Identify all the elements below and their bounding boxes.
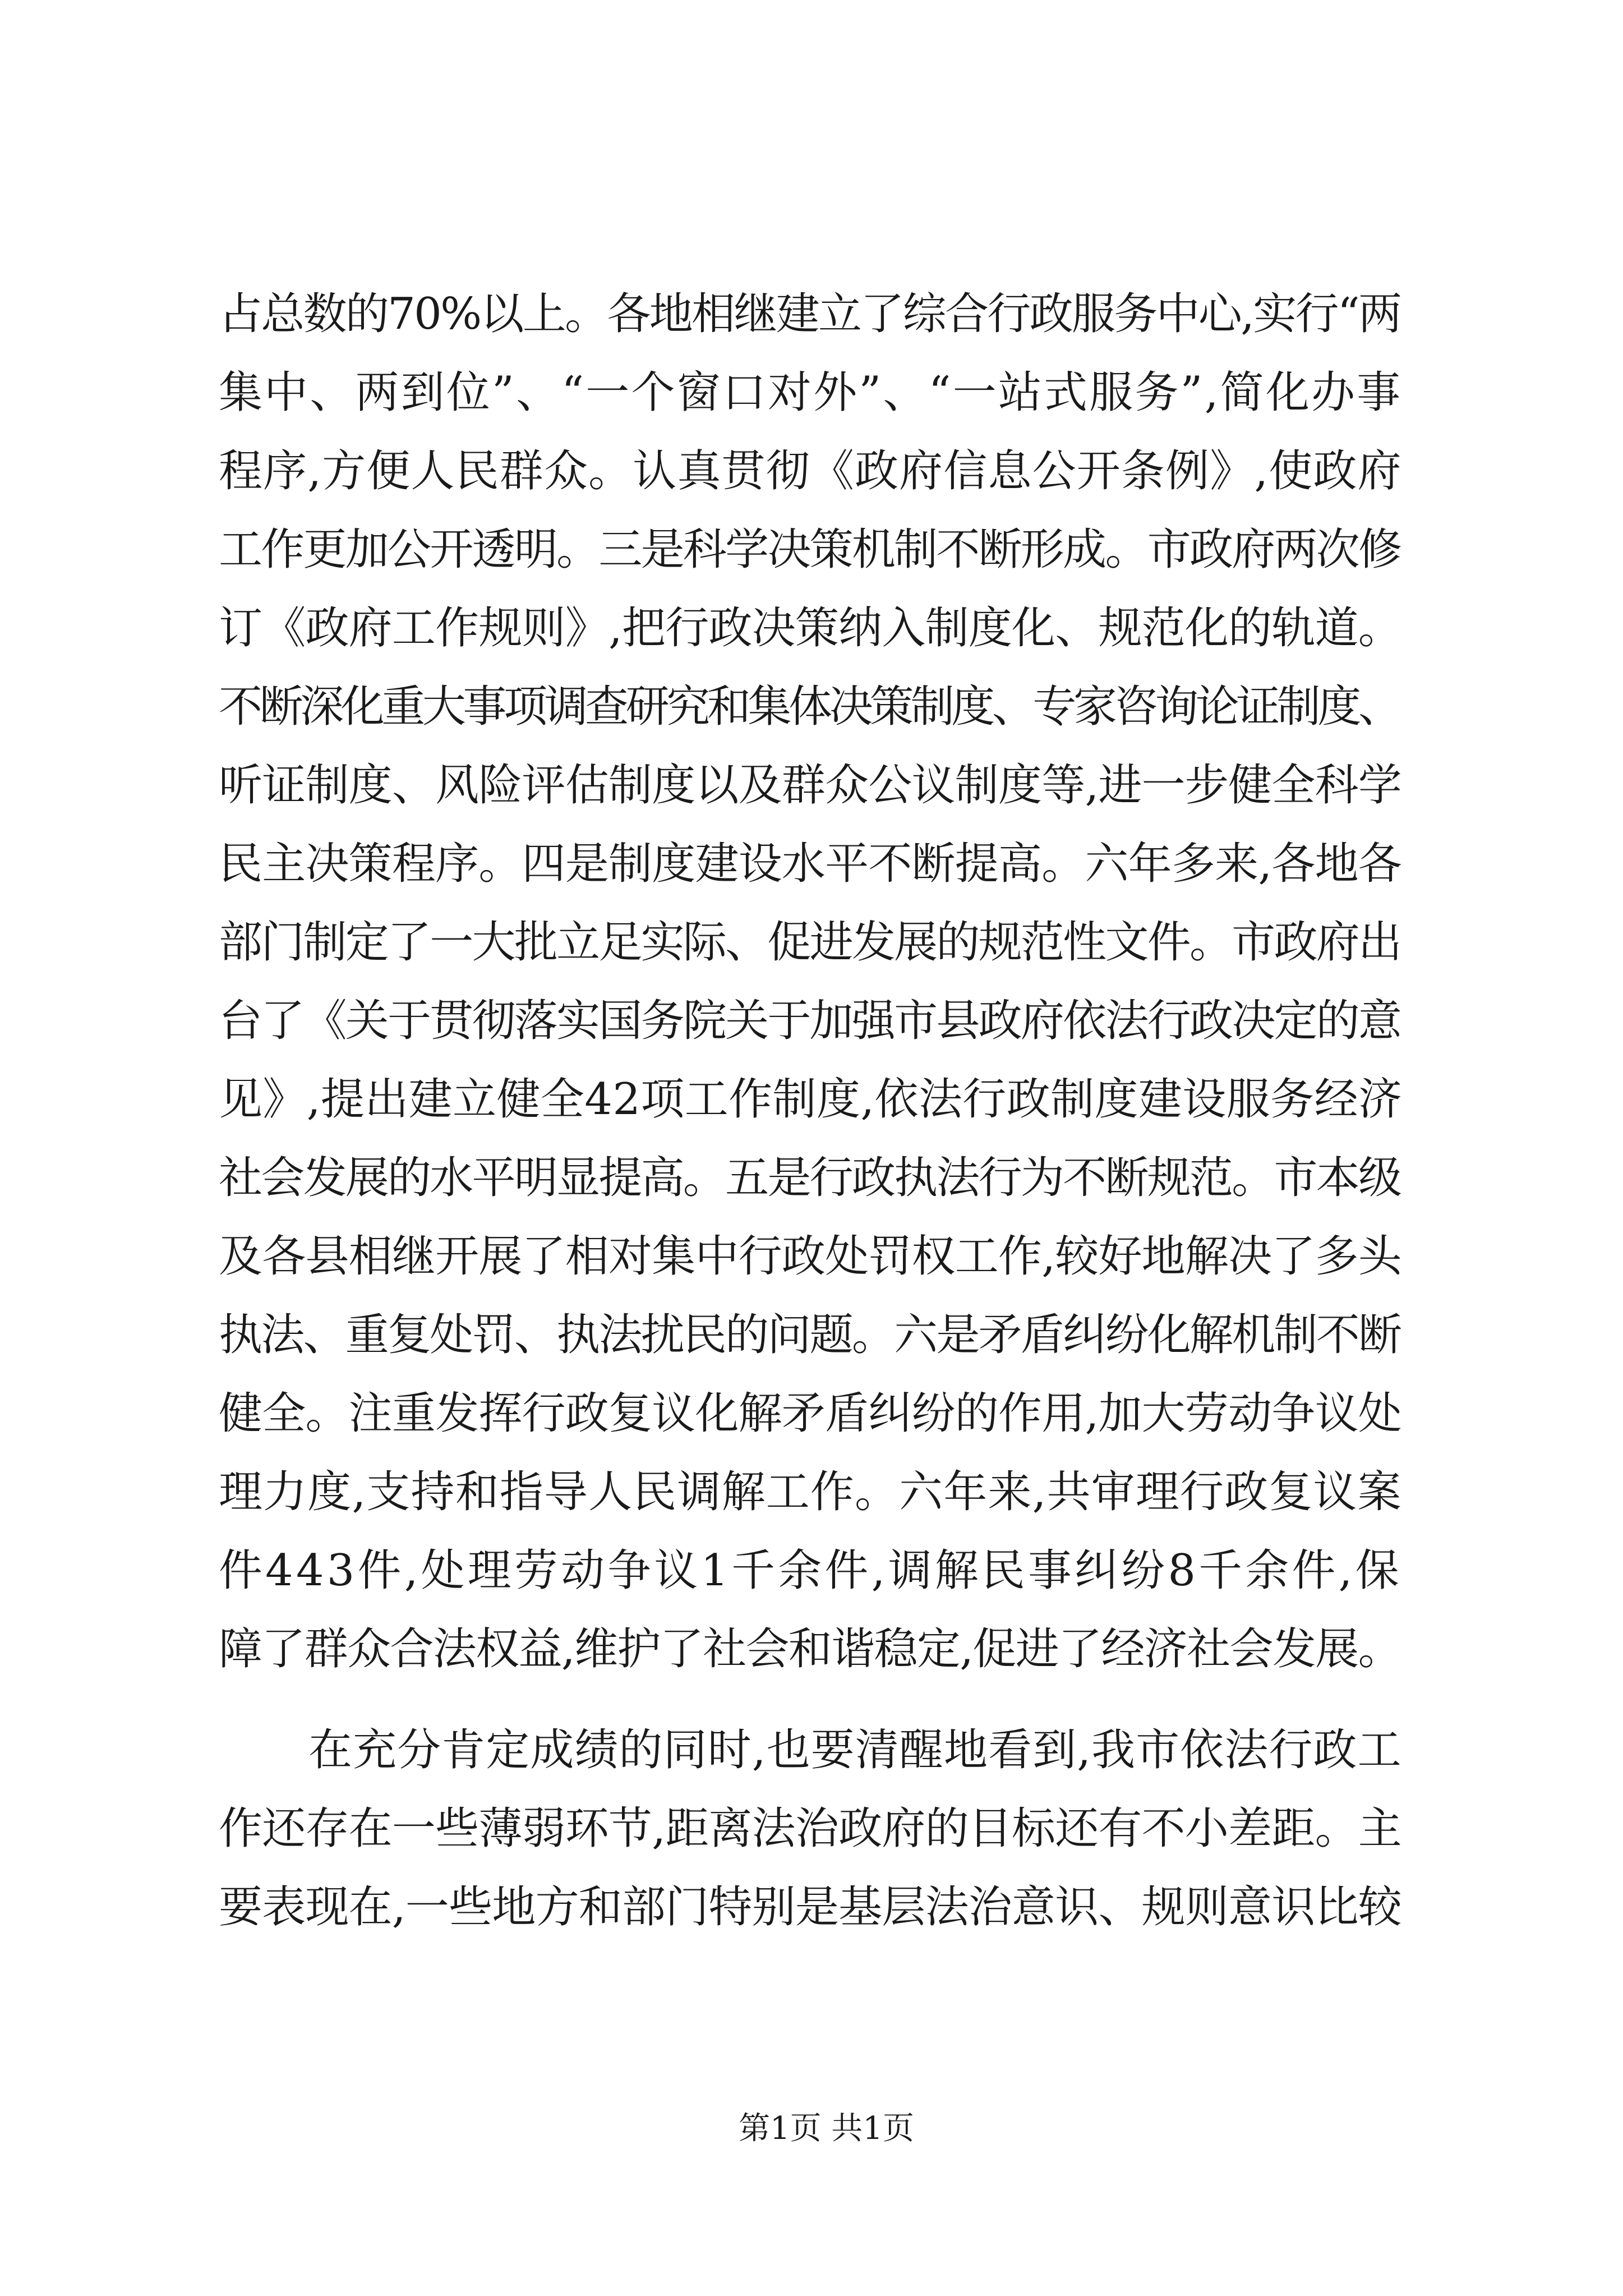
line-text: 作还存在一些薄弱环节,距离法治政府的目标还有不小差距。主	[219, 1803, 1402, 1854]
text-line	[0, 516, 1623, 583]
text-line	[0, 280, 1623, 348]
text-line	[0, 1066, 1623, 1133]
paragraph-first-line	[0, 1717, 1623, 1784]
text-line	[0, 1301, 1623, 1369]
text-line	[0, 1537, 1623, 1604]
text-line	[0, 1616, 1623, 1683]
line-text: 程序,方便人民群众。认真贯彻《政府信息公开条例》,使政府	[219, 446, 1402, 496]
line-text: 工作更加公开透明。三是科学决策机制不断形成。市政府两次修	[219, 524, 1401, 575]
line-text: 障了群众合法权益,维护了社会和谐稳定,促进了经济社会发展。	[219, 1624, 1401, 1674]
line-text: 订《政府工作规则》,把行政决策纳入制度化、规范化的轨道。	[219, 603, 1402, 654]
line-text: 件443件,处理劳动争议1千余件,调解民事纠纷8千余件,保	[219, 1545, 1402, 1596]
line-text: 社会发展的水平明显提高。五是行政执法行为不断规范。市本级	[219, 1153, 1401, 1203]
line-text: 及各县相继开展了相对集中行政处罚权工作,较好地解决了多头	[219, 1231, 1402, 1282]
text-line	[0, 595, 1623, 662]
text-line	[0, 1458, 1623, 1526]
text-line	[0, 438, 1623, 505]
line-text: 民主决策程序。四是制度建设水平不断提高。六年多来,各地各	[219, 839, 1402, 889]
line-text: 部门制定了一大批立足实际、促进发展的规范性文件。市政府出	[219, 917, 1401, 968]
text-line	[0, 830, 1623, 898]
line-text: 不断深化重大事项调查研究和集体决策制度、专家咨询论证制度、	[219, 682, 1399, 732]
page-footer	[0, 2101, 1623, 2157]
text-line	[0, 752, 1623, 819]
text-line	[0, 1874, 1623, 1941]
text-line	[0, 1795, 1623, 1862]
line-text: 执法、重复处罚、执法扰民的问题。六是矛盾纠纷化解机制不断	[219, 1310, 1401, 1360]
line-text: 理力度,支持和指导人民调解工作。六年来,共审理行政复议案	[219, 1467, 1402, 1517]
line-text: 见》,提出建立健全42项工作制度,依法行政制度建设服务经济	[219, 1074, 1403, 1125]
text-line	[0, 359, 1623, 426]
line-text: 听证制度、风险评估制度以及群众公议制度等,进一步健全科学	[219, 760, 1402, 811]
line-text: 在充分肯定成绩的同时,也要清醒地看到,我市依法行政工	[308, 1725, 1402, 1775]
line-text: 健全。注重发挥行政复议化解矛盾纠纷的作用,加大劳动争议处	[219, 1388, 1402, 1439]
text-line	[0, 673, 1623, 740]
line-text: 占总数的70%以上。各地相继建立了综合行政服务中心,实行“两	[219, 289, 1401, 339]
page-number: 第1页 共1页	[739, 2110, 915, 2147]
line-text: 台了《关于贯彻落实国务院关于加强市县政府依法行政决定的意	[219, 996, 1401, 1046]
text-line	[0, 1223, 1623, 1290]
line-text: 集中、两到位”、“一个窗口对外”、“一站式服务”,简化办事	[219, 367, 1403, 418]
text-line	[0, 1144, 1623, 1212]
text-line	[0, 987, 1623, 1055]
text-line	[0, 1380, 1623, 1447]
text-line	[0, 909, 1623, 976]
line-text: 要表现在,一些地方和部门特别是基层法治意识、规则意识比较	[219, 1882, 1402, 1932]
